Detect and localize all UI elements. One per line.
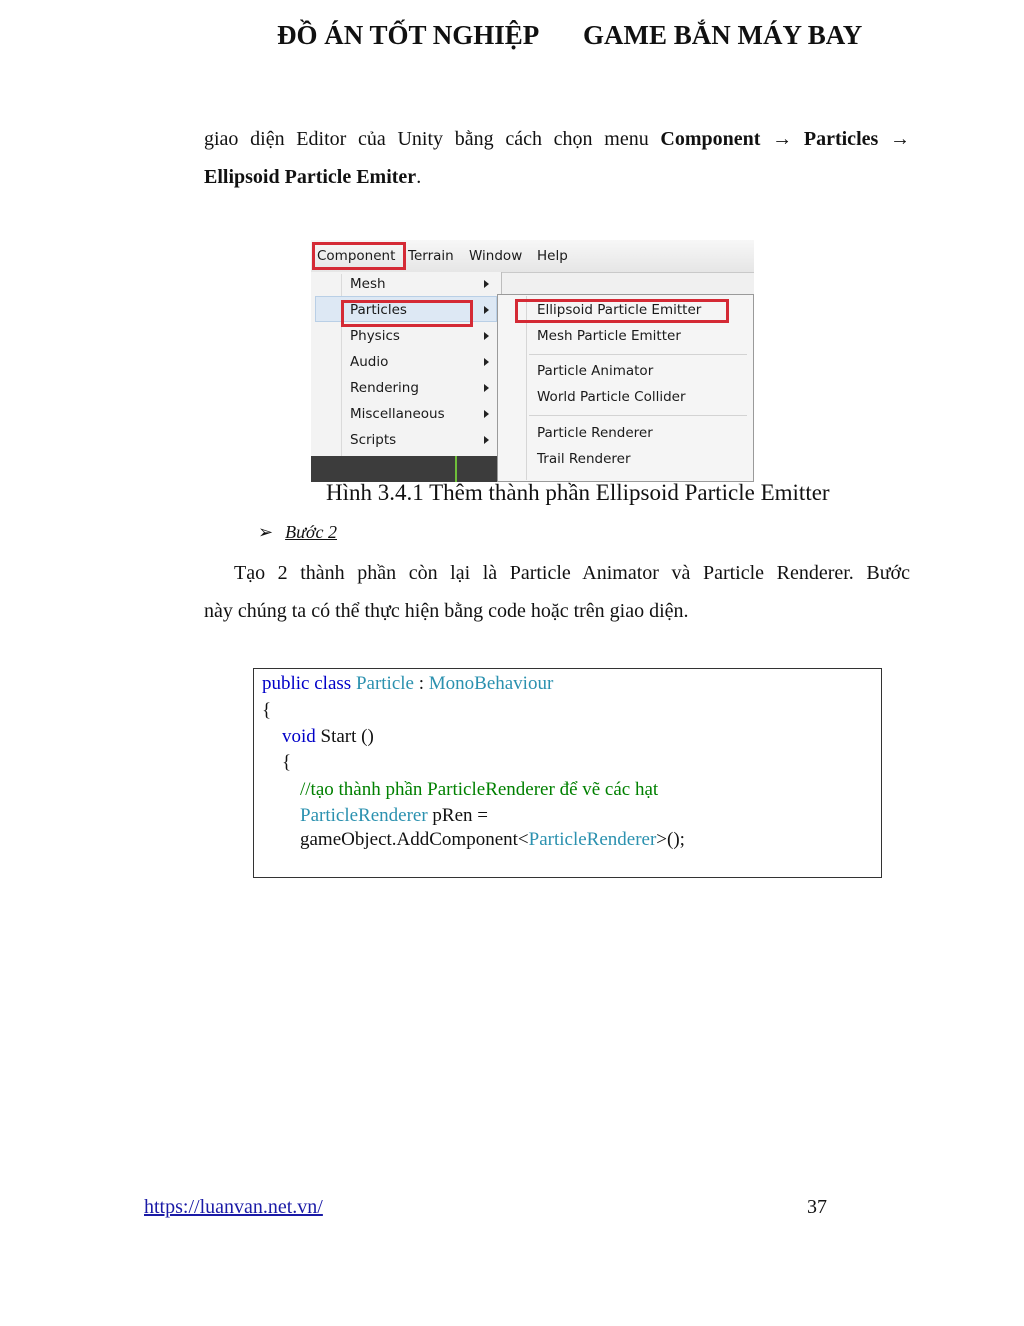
header-title-right: GAME BẮN MÁY BAY [583, 20, 863, 50]
code-line-3 [282, 724, 374, 750]
scene-axis-line [455, 456, 457, 482]
bullet-arrow-icon: ➢ [258, 522, 274, 542]
code-line-5-comment: //tạo thành phần ParticleRenderer để vẽ các hạt [300, 779, 659, 800]
code-text: gameObject.AddComponent< [300, 829, 529, 850]
menu-item-physics[interactable]: Physics [350, 328, 400, 344]
code-text: >(); [656, 829, 685, 850]
menu-item-mesh[interactable]: Mesh [350, 276, 386, 292]
submenu-arrow-icon [484, 280, 489, 288]
code-text: : [413, 673, 429, 694]
unity-menu-figure [311, 240, 754, 482]
code-type: Particle [355, 673, 414, 694]
code-text: Start () [315, 726, 374, 747]
code-line-1 [262, 671, 553, 697]
code-keyword: public class [262, 673, 352, 694]
scene-view-strip [311, 456, 497, 482]
code-text: pRen = [427, 805, 488, 826]
submenu-arrow-icon [484, 306, 489, 314]
highlight-box-ellipsoid [515, 299, 729, 323]
code-line-2: { [262, 700, 272, 721]
submenu-arrow-icon [484, 332, 489, 340]
arrow-icon: → [772, 128, 793, 150]
code-line-7 [300, 827, 685, 853]
intro-line-2 [204, 158, 910, 196]
body-line-2: này chúng ta có thể thực hiện bằng code hoặc trên giao diện. [204, 600, 689, 622]
menu-item-miscellaneous[interactable]: Miscellaneous [350, 406, 445, 422]
intro-paragraph [204, 120, 910, 196]
code-type: ParticleRenderer [528, 829, 657, 850]
intro-bold-particles: Particles [803, 128, 879, 150]
menu-component[interactable]: Component [317, 248, 396, 264]
intro-bold-emitter: Ellipsoid Particle Emiter [204, 166, 417, 188]
menu-item-particles[interactable]: Particles [350, 302, 407, 318]
menu-terrain[interactable]: Terrain [408, 248, 454, 264]
submenu-item-ellipsoid-particle-emitter[interactable]: Ellipsoid Particle Emitter [537, 302, 702, 318]
intro-bold-component: Component [660, 128, 761, 150]
code-line-4: { [282, 752, 292, 773]
submenu-gutter-divider [526, 296, 527, 480]
submenu-arrow-icon [484, 384, 489, 392]
menu-item-scripts[interactable]: Scripts [350, 432, 397, 448]
body-line-1: Tạo 2 thành phần còn lại là Particle Animator và Particle Renderer. Bước [234, 562, 910, 584]
highlight-box-particles [341, 300, 473, 327]
menu-item-audio[interactable]: Audio [350, 354, 389, 370]
code-keyword: void [282, 726, 316, 747]
submenu-item-trail-renderer[interactable]: Trail Renderer [537, 451, 631, 467]
submenu-item-particle-animator[interactable]: Particle Animator [537, 363, 654, 379]
submenu-separator [529, 415, 747, 416]
intro-period: . [416, 166, 422, 188]
code-line-6 [300, 803, 488, 829]
submenu-arrow-icon [484, 436, 489, 444]
page-number: 37 [807, 1196, 827, 1218]
menu-window[interactable]: Window [469, 248, 523, 264]
step-heading [258, 522, 337, 543]
submenu-separator [529, 354, 747, 355]
header-title-left: ĐỒ ÁN TỐT NGHIỆP [277, 20, 540, 50]
submenu-arrow-icon [484, 410, 489, 418]
menu-item-rendering[interactable]: Rendering [350, 380, 419, 396]
body-paragraph [204, 554, 910, 630]
footer-link[interactable]: https://luanvan.net.vn/ [144, 1196, 323, 1218]
code-type: MonoBehaviour [428, 673, 554, 694]
submenu-item-particle-renderer[interactable]: Particle Renderer [537, 425, 653, 441]
submenu-item-world-particle-collider[interactable]: World Particle Collider [537, 389, 686, 405]
step-label: Bước 2 [285, 522, 338, 542]
highlight-box-component [312, 242, 406, 270]
submenu-item-mesh-particle-emitter[interactable]: Mesh Particle Emitter [537, 328, 681, 344]
arrow-icon: → [890, 128, 910, 150]
intro-line-1 [204, 120, 910, 158]
menu-help[interactable]: Help [537, 248, 568, 264]
figure-caption: Hình 3.4.1 Thêm thành phần Ellipsoid Particle Emitter [326, 480, 830, 505]
code-type: ParticleRenderer [300, 805, 428, 826]
submenu-arrow-icon [484, 358, 489, 366]
intro-text: giao diện Editor của Unity bằng cách chọn menu [204, 128, 661, 150]
